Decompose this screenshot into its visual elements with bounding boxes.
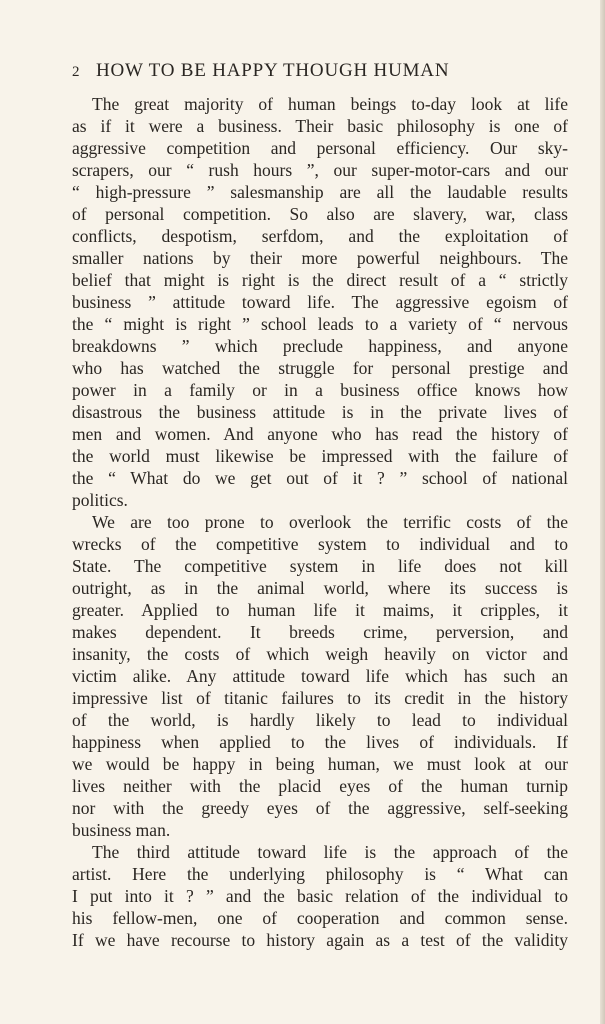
page-edge [600,0,605,1024]
text-line: victim alike. Any attitude toward life which has such an [72,666,568,686]
text-line: The great majority of human beings to-day look at life [92,94,568,114]
text-line: who has watched the struggle for personal prestige and [72,358,568,378]
text-line: happiness when applied to the lives of individuals. If [72,732,568,752]
text-line: of the world, is hardly likely to lead to individual [72,710,568,730]
text-line: the “ What do we get out of it ? ” school of national [72,468,568,488]
text-line: the “ might is right ” school leads to a variety of “ nervous [72,314,568,334]
text-line: of personal competition. So also are slavery, war, class [72,204,568,224]
text-line: power in a family or in a business office knows how [72,380,568,400]
text-line: aggressive competition and personal efficiency. Our sky- [72,138,568,158]
text-line: conflicts, despotism, serfdom, and the exploitation of [72,226,568,246]
text-line: business ” attitude toward life. The aggressive egoism of [72,292,568,312]
text-line: men and women. And anyone who has read the history of [72,424,568,444]
text-line: impressive list of titanic failures to its credit in the history [72,688,568,708]
text-line: belief that might is right is the direct result of a “ strictly [72,270,568,290]
text-line: scrapers, our “ rush hours ”, our super-motor-cars and our [72,160,568,180]
text-line: as if it were a business. Their basic philosophy is one of [72,116,568,136]
page-number: 2 [72,64,80,80]
text-line: makes dependent. It breeds crime, perversion, and [72,622,568,642]
text-line: greater. Applied to human life it maims, it cripples, it [72,600,568,620]
running-head [72,60,562,88]
text-line: lives neither with the placid eyes of the human turnip [72,776,568,796]
text-line: “ high-pressure ” salesmanship are all the laudable results [72,182,568,202]
paragraph [72,93,568,511]
text-line: If we have recourse to history again as a test of the validity [72,930,568,950]
text-line: insanity, the costs of which weigh heavily on victor and [72,644,568,664]
text-line: I put into it ? ” and the basic relation of the individual to [72,886,568,906]
text-line: wrecks of the competitive system to individual and to [72,534,568,554]
text-line: outright, as in the animal world, where its success is [72,578,568,598]
text-line: we would be happy in being human, we must look at our [72,754,568,774]
text-line: nor with the greedy eyes of the aggressive, self-seeking [72,798,568,818]
text-line: the world must likewise be impressed with the failure of [72,446,568,466]
paragraph [72,841,568,951]
running-title: HOW TO BE HAPPY THOUGH HUMAN [96,60,450,81]
text-line: smaller nations by their more powerful neighbours. The [72,248,568,268]
text-line: disastrous the business attitude is in the private lives of [72,402,568,422]
text-line: politics. [72,490,128,510]
text-line: We are too prone to overlook the terrific costs of the [92,512,568,532]
body-text [72,93,568,951]
text-line: his fellow-men, one of cooperation and common sense. [72,908,568,928]
text-line: business man. [72,820,171,840]
text-line: State. The competitive system in life does not kill [72,556,568,576]
text-line: artist. Here the underlying philosophy is “ What can [72,864,568,884]
text-line: breakdowns ” which preclude happiness, and anyone [72,336,568,356]
text-line: The third attitude toward life is the approach of the [92,842,568,862]
paragraph [72,511,568,841]
